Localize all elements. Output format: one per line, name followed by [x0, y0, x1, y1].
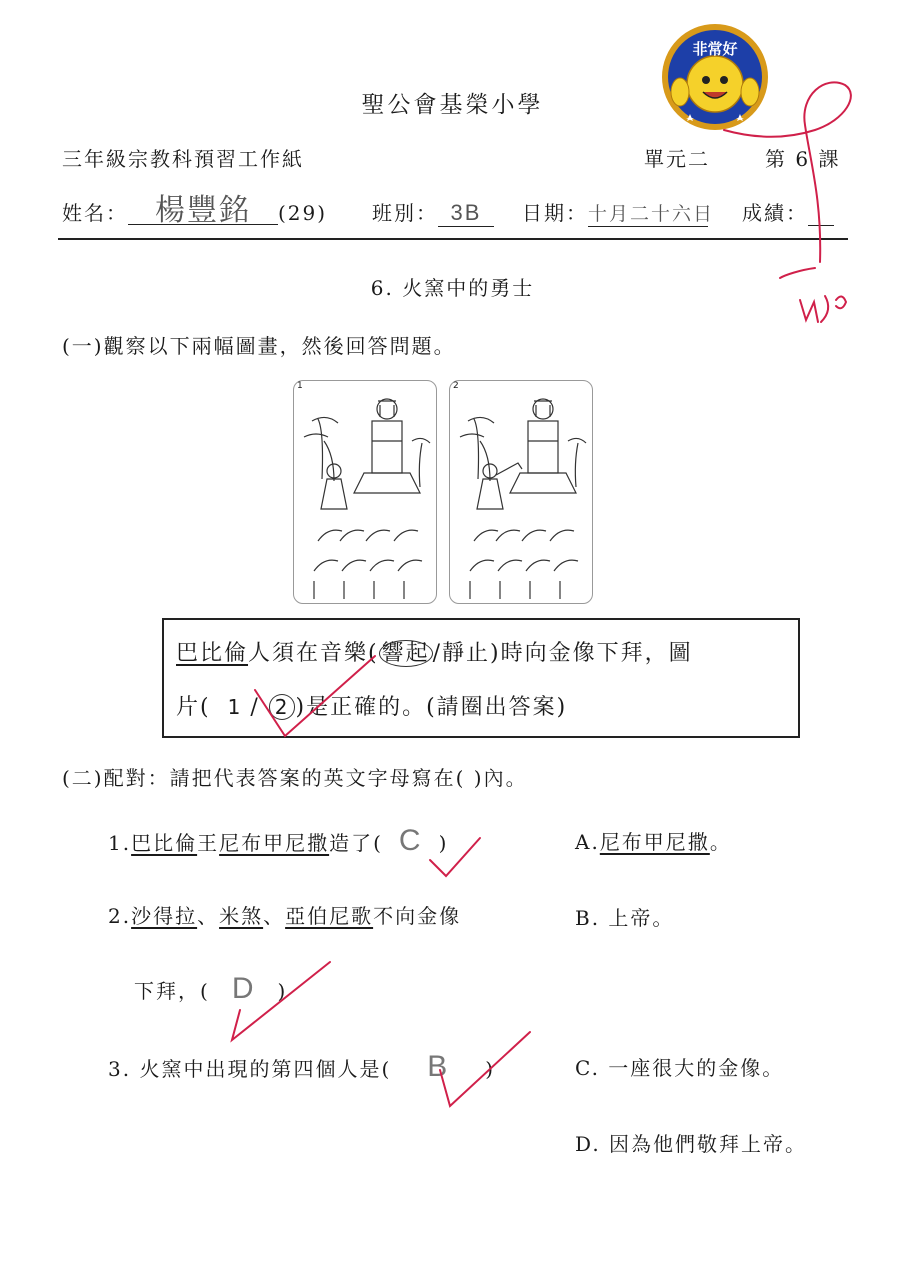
box-line-1 [176, 636, 693, 667]
class-field[interactable]: 3B [438, 200, 494, 227]
q3-text: 3. 火窯中出現的第四個人是( [108, 1057, 392, 1081]
picture-2-drawing [450, 381, 592, 603]
student-number: (29) [278, 201, 328, 225]
box-text-1: 人須在音樂( [248, 641, 379, 666]
q2-text-2: 下拜，( [134, 979, 210, 1003]
sticker-text: 非常好 [692, 40, 738, 58]
picture-1-number: 1 [297, 381, 303, 391]
choice-d: D. 因為他們敬拜上帝。 [575, 1132, 808, 1156]
picture-2-number: 2 [453, 381, 459, 391]
choice-a [575, 826, 732, 855]
q3-close: ) [485, 1057, 496, 1081]
q2-term-shadrach: 沙得拉 [131, 904, 198, 928]
date-label: 日期： [522, 201, 588, 225]
lesson-number: 第 6 課 [765, 147, 841, 171]
name-row [62, 194, 328, 227]
unit-label: 單元二 [644, 147, 710, 171]
part1-heading: (一)觀察以下兩幅圖畫，然後回答問題。 [62, 334, 456, 358]
babylon-term: 巴比倫 [176, 641, 249, 666]
option-music-playing[interactable]: 響起 [379, 640, 433, 667]
q2-close: ) [277, 979, 288, 1003]
name-field[interactable]: 楊豐銘 [128, 198, 278, 225]
score-row [742, 197, 834, 226]
q2-sep-1: 、 [197, 904, 220, 928]
score-label: 成績： [742, 201, 808, 225]
q1-term-nebuchadnezzar: 尼布甲尼撒 [219, 831, 330, 855]
picture-option-1[interactable]: 1 [227, 695, 243, 719]
q2-sep-2: 、 [263, 904, 286, 928]
question-1 [108, 824, 448, 858]
question-3 [108, 1050, 495, 1084]
box-text-4: )是正確的。(請圈出答案) [295, 695, 568, 720]
choice-c: C. 一座很大的金像。 [575, 1056, 785, 1080]
picture-1-drawing [294, 381, 436, 603]
q2-text: 不向金像 [373, 904, 462, 928]
choice-b: B. 上帝。 [575, 906, 675, 930]
q1-text-king: 王 [197, 831, 220, 855]
class-row [372, 197, 494, 227]
name-label: 姓名： [62, 201, 128, 225]
part2-heading: (二)配對：請把代表答案的英文字母寫在( )內。 [62, 766, 528, 790]
box-line-2 [176, 690, 567, 721]
box-text-3: 片( [176, 695, 211, 720]
choice-a-text: 尼布甲尼撒 [599, 830, 710, 854]
choice-a-label: A. [575, 830, 600, 854]
picture-1 [293, 380, 437, 604]
box-text-2: /靜止)時向金像下拜，圖 [432, 641, 693, 666]
score-field[interactable] [808, 201, 834, 226]
q1-number: 1. [108, 831, 132, 855]
worksheet-title: 三年級宗教科預習工作紙 [62, 147, 304, 171]
q1-text: 造了( [329, 831, 383, 855]
q2-term-abednego: 亞伯尼歌 [285, 904, 374, 928]
picture-option-separator: / [250, 695, 260, 720]
picture-2 [449, 380, 593, 604]
q1-answer[interactable]: C [398, 824, 423, 857]
q2-number: 2. [108, 904, 132, 928]
q1-close: ) [438, 831, 449, 855]
picture-option-2[interactable]: 2 [269, 694, 296, 720]
question-2 [108, 900, 461, 929]
q2-answer[interactable]: D [231, 972, 256, 1005]
choice-a-end: 。 [709, 830, 732, 854]
lesson-title: 6. 火窯中的勇士 [370, 276, 535, 300]
school-name: 聖公會基榮小學 [361, 92, 544, 118]
q2-term-meshach: 米煞 [219, 904, 264, 928]
header-divider [58, 238, 848, 240]
question-2-line-2 [134, 972, 287, 1006]
q1-term-babylon: 巴比倫 [131, 831, 198, 855]
class-label: 班別： [372, 201, 438, 225]
q3-answer[interactable]: B [427, 1050, 450, 1083]
date-field[interactable]: 十月二十六日 [588, 199, 708, 227]
date-row [522, 197, 715, 227]
